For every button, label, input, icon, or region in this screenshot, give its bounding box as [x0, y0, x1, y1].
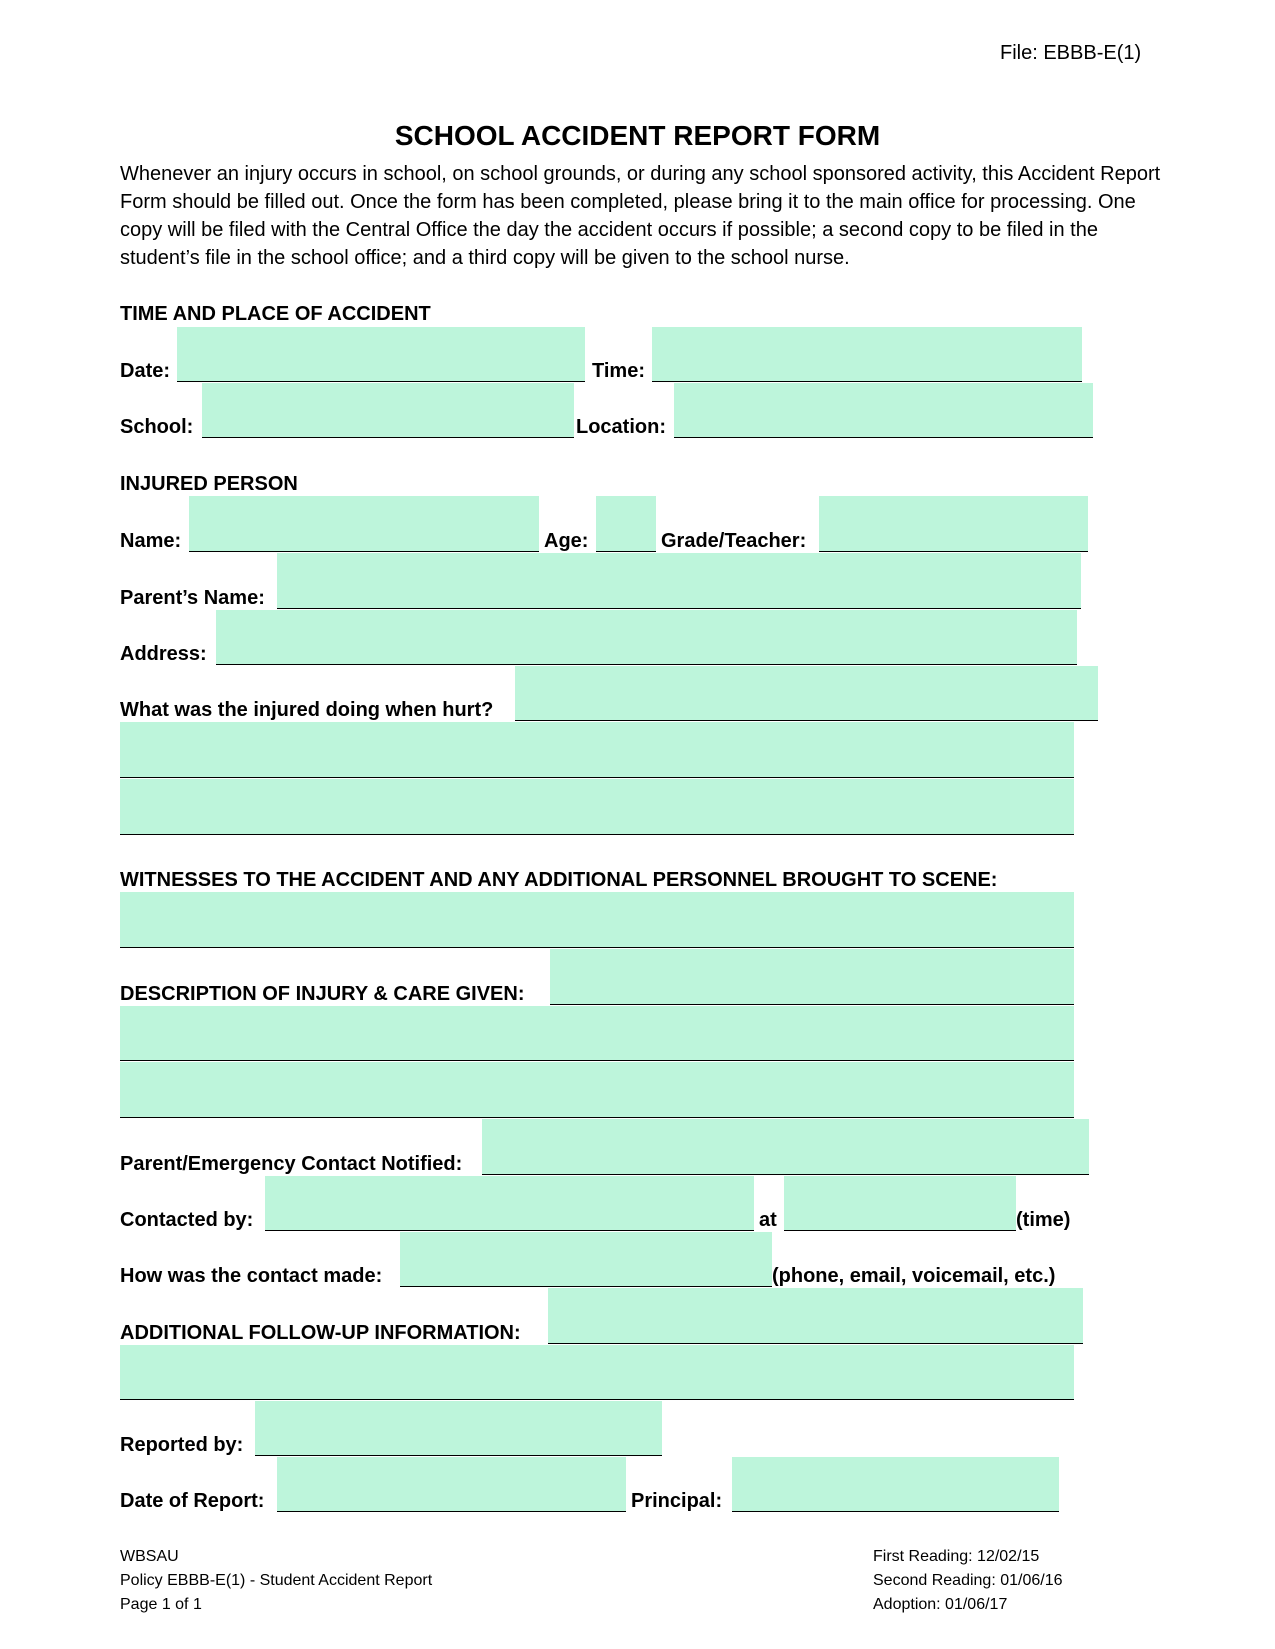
grade-teacher-field[interactable]	[819, 496, 1088, 552]
footer-second-reading: Second Reading: 01/06/16	[873, 1572, 1063, 1589]
age-label: Age:	[544, 530, 589, 552]
date-label: Date:	[120, 360, 171, 382]
description-line-3[interactable]	[120, 1062, 1074, 1118]
date-of-report-label: Date of Report:	[120, 1490, 265, 1512]
name-label: Name:	[120, 530, 182, 552]
parents-name-label: Parent’s Name:	[120, 587, 265, 609]
contact-time-field[interactable]	[784, 1176, 1016, 1231]
follow-up-label: ADDITIONAL FOLLOW-UP INFORMATION:	[120, 1322, 521, 1344]
footer-first-reading: First Reading: 12/02/15	[873, 1548, 1040, 1565]
time-label: Time:	[592, 360, 645, 382]
contact-method-field[interactable]	[400, 1232, 772, 1287]
footer-policy: Policy EBBB-E(1) - Student Accident Report	[120, 1572, 433, 1589]
school-field[interactable]	[202, 383, 574, 438]
parent-notified-field[interactable]	[482, 1119, 1089, 1175]
section-heading-witnesses: WITNESSES TO THE ACCIDENT AND ANY ADDITIONAL PERSONNEL BROUGHT TO SCENE:	[120, 869, 998, 891]
follow-up-field[interactable]	[548, 1288, 1083, 1344]
reported-by-field[interactable]	[255, 1401, 662, 1456]
witnesses-field[interactable]	[120, 892, 1074, 948]
doing-when-hurt-label: What was the injured doing when hurt?	[120, 699, 494, 721]
date-field[interactable]	[177, 327, 585, 382]
footer-page: Page 1 of 1	[120, 1596, 202, 1613]
doing-when-hurt-line-2[interactable]	[120, 722, 1074, 778]
section-heading-time-place: TIME AND PLACE OF ACCIDENT	[120, 303, 431, 325]
location-field[interactable]	[674, 383, 1093, 438]
doing-when-hurt-line-3[interactable]	[120, 779, 1074, 835]
description-line-2[interactable]	[120, 1006, 1074, 1061]
footer-org: WBSAU	[120, 1548, 179, 1565]
address-field[interactable]	[216, 610, 1077, 665]
school-label: School:	[120, 416, 194, 438]
address-label: Address:	[120, 643, 207, 665]
contact-method-label: How was the contact made:	[120, 1265, 383, 1287]
age-field[interactable]	[596, 496, 656, 552]
name-field[interactable]	[189, 496, 539, 552]
contacted-by-label: Contacted by:	[120, 1209, 254, 1231]
reported-by-label: Reported by:	[120, 1434, 244, 1456]
contact-method-hint: (phone, email, voicemail, etc.)	[772, 1265, 1056, 1287]
at-label: at	[759, 1209, 777, 1231]
footer-adoption: Adoption: 01/06/17	[873, 1596, 1008, 1613]
location-label: Location:	[576, 416, 666, 438]
time-suffix-label: (time)	[1016, 1209, 1071, 1231]
time-field[interactable]	[652, 327, 1082, 382]
contacted-by-field[interactable]	[265, 1176, 754, 1231]
doing-when-hurt-field[interactable]	[515, 666, 1098, 721]
description-field[interactable]	[550, 949, 1074, 1005]
footer-left	[120, 1545, 432, 1617]
footer-right	[873, 1545, 1062, 1617]
date-of-report-field[interactable]	[277, 1457, 626, 1512]
file-reference: File: EBBB-E(1)	[1000, 42, 1142, 64]
section-heading-injured-person: INJURED PERSON	[120, 473, 298, 495]
grade-teacher-label: Grade/Teacher:	[661, 530, 807, 552]
parents-name-field[interactable]	[277, 553, 1081, 609]
principal-field[interactable]	[732, 1457, 1059, 1512]
description-label: DESCRIPTION OF INJURY & CARE GIVEN:	[120, 983, 525, 1005]
follow-up-line-2[interactable]	[120, 1345, 1074, 1400]
form-title: SCHOOL ACCIDENT REPORT FORM	[394, 120, 881, 151]
principal-label: Principal:	[631, 1490, 723, 1512]
intro-paragraph: Whenever an injury occurs in school, on school grounds, or during any school sponsored activity, this Accident Report Form should be filled out. Once the form has been completed, please bring it to the main office for processing. One copy will be filed with the Central Office the day the accident occurs if possible; a second copy to be filed in the student’s file in the school office; and a third copy will be given to the school nurse.	[120, 163, 1161, 269]
parent-notified-label: Parent/Emergency Contact Notified:	[120, 1153, 463, 1175]
